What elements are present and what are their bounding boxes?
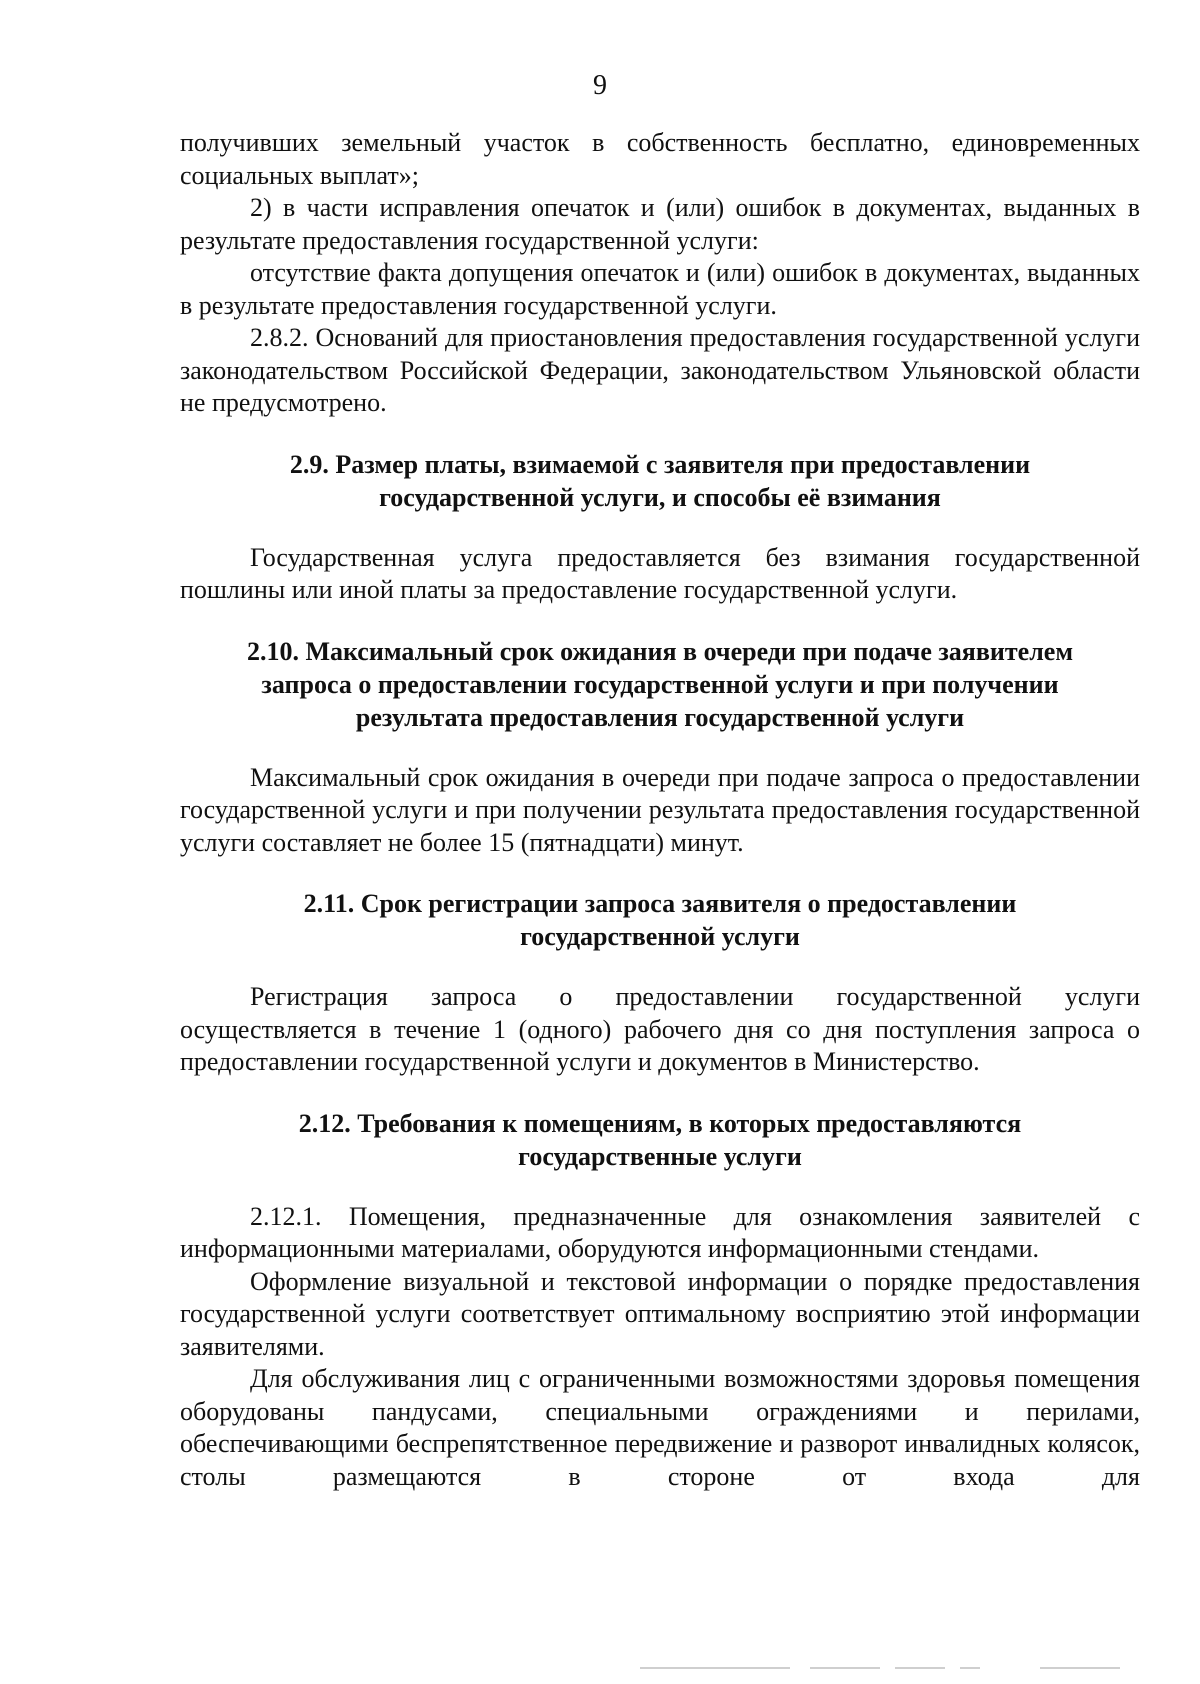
heading-line: 2.12. Требования к помещениям, в которых предоставляются [298, 1108, 1022, 1138]
paragraph-waiting-time: Максимальный срок ожидания в очереди при подаче запроса о предоставлении государственной услуги и при получении результата предоставления государственной услуги составляет не более 15 (пятнадцати) минут. [180, 762, 1140, 857]
paragraph-visual-info: Оформление визуальной и текстовой информации о порядке предоставления государственной услуги соответствует оптимальному восприятию этой информации заявителями. [180, 1266, 1140, 1361]
paragraph-item-2: 2) в части исправления опечаток и (или) ошибок в документах, выданных в результате предоставления государственной услуги: [180, 193, 1140, 255]
heading-line: 2.10. Максимальный срок ожидания в очереди при подаче заявителем [246, 636, 1074, 666]
paragraph-continuation: получивших земельный участок в собственность бесплатно, единовременных социальных выплат»; [180, 128, 1140, 190]
section-heading-2-11 [180, 887, 1140, 953]
heading-line: запроса о предоставлении государственной услуги и при получении [261, 669, 1059, 699]
heading-line: 2.11. Срок регистрации запроса заявителя о предоставлении [303, 889, 1017, 918]
scan-artifact-line [1040, 1667, 1120, 1669]
section-heading-2-12 [180, 1107, 1140, 1173]
heading-line: результата предоставления государственной услуги [355, 702, 965, 732]
paragraph-no-errors: отсутствие факта допущения опечаток и (или) ошибок в документах, выданных в результате предоставления государственной услуги. [180, 258, 1140, 320]
heading-line: 2.9. Размер платы, взимаемой с заявителя при предоставлении [289, 449, 1031, 479]
section-heading-2-9 [180, 448, 1140, 514]
scan-artifact-lines [640, 1667, 1120, 1671]
paragraph-2-8-2: 2.8.2. Оснований для приостановления предоставления государственной услуги законодательством Российской Федерации, законодательством Ульяновской области не предусмотрено. [180, 323, 1140, 417]
paragraph-registration: Регистрация запроса о предоставлении государственной услуги осуществляется в течение 1 (одного) рабочего дня со дня поступления запроса о предоставлении государственной услуги и документов в Министерство. [180, 982, 1140, 1076]
heading-line: государственной услуги [520, 922, 800, 951]
section-heading-2-10 [180, 635, 1140, 734]
document-body [180, 127, 1140, 1493]
paragraph-fee: Государственная услуга предоставляется без взимания государственной пошлины или иной платы за предоставление государственной услуги. [180, 542, 1140, 604]
heading-line: государственной услуги, и способы её взимания [379, 482, 941, 512]
paragraph-accessibility: Для обслуживания лиц с ограниченными возможностями здоровья помещения оборудованы пандусами, специальными ограждениями и перилами, обеспечивающими беспрепятственное передвижение и разворот инвалидных колясок, столы размещаются в стороне от входа для [180, 1364, 1140, 1491]
scan-artifact-line [960, 1667, 980, 1669]
scan-artifact-line [810, 1667, 880, 1669]
heading-line: государственные услуги [518, 1141, 802, 1171]
scan-artifact-line [895, 1667, 945, 1669]
paragraph-2-12-1: 2.12.1. Помещения, предназначенные для ознакомления заявителей с информационными материалами, оборудуются информационными стендами. [180, 1201, 1140, 1263]
scan-artifact-line [640, 1667, 790, 1669]
page-number: 9 [593, 70, 607, 101]
